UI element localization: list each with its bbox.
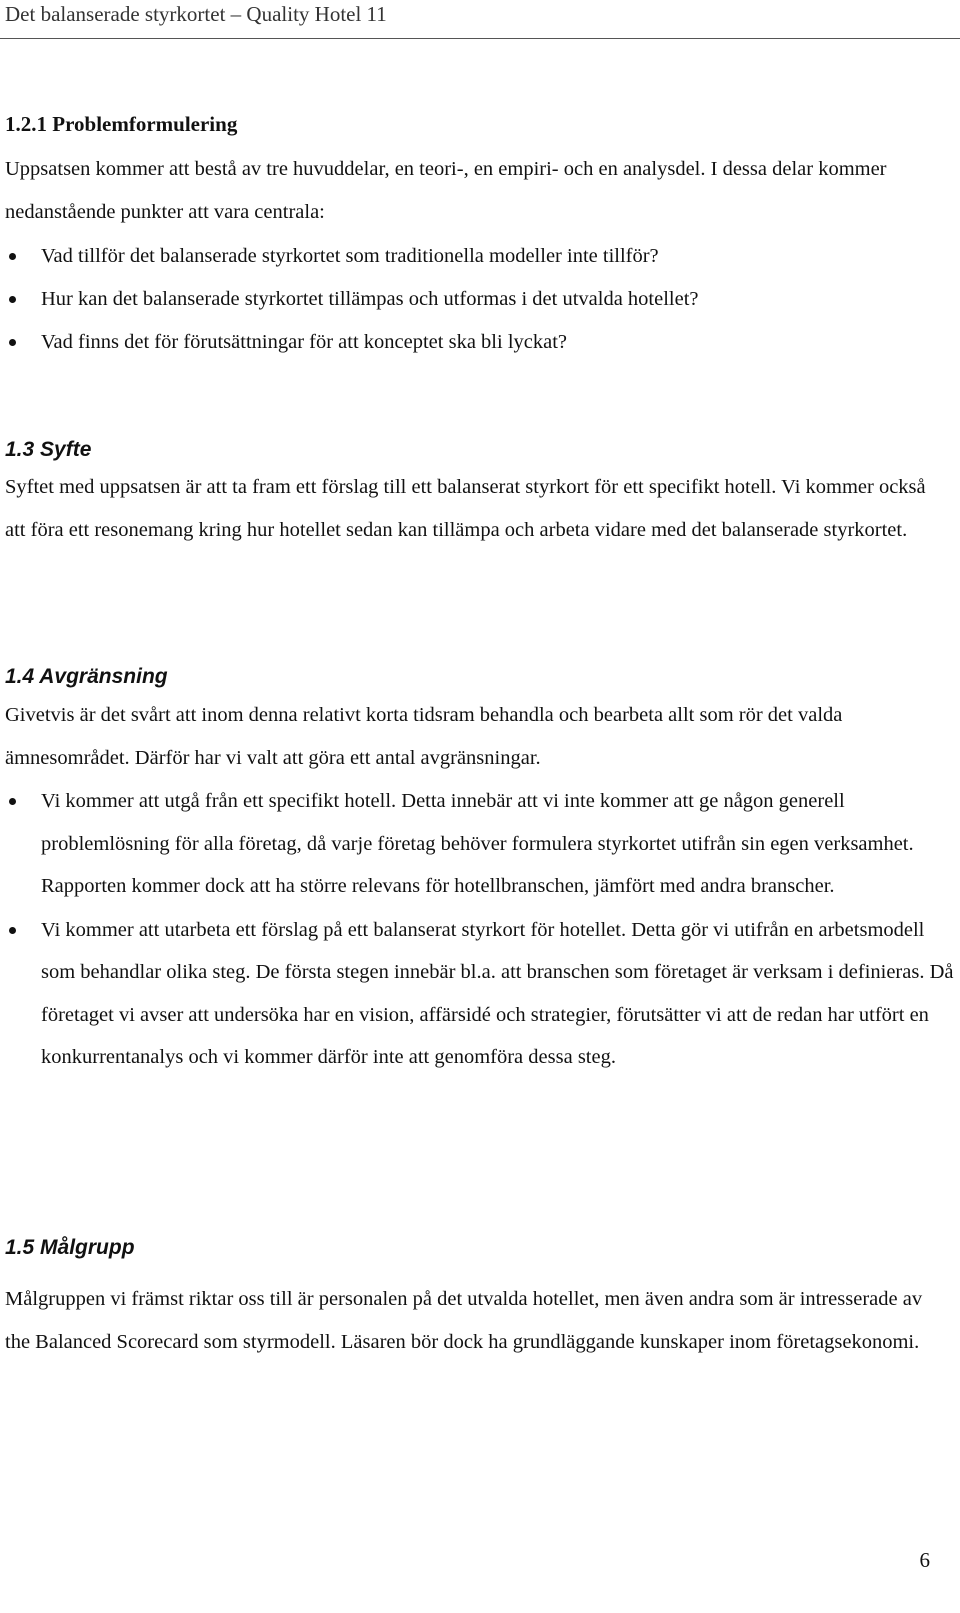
section-heading-syfte: 1.3 Syfte (5, 438, 92, 461)
header-divider (0, 38, 960, 39)
paragraph-avgransning: Givetvis är det svårt att inom denna relativt korta tidsram behandla och bearbeta allt som rör det valda ämnesområdet. Därför har vi valt att göra ett antal avgränsningar. (5, 704, 843, 769)
bullet-list-avgransningar (0, 780, 955, 1079)
bullet-icon (9, 339, 16, 346)
list-item: Vad finns det för förutsättningar för att konceptet ska bli lyckat? (0, 321, 955, 364)
bullet-icon (9, 798, 16, 805)
running-header: Det balanserade styrkortet – Quality Hotel 11 (5, 2, 387, 26)
paragraph-syfte: Syftet med uppsatsen är att ta fram ett förslag till ett balanserat styrkort för ett specifikt hotell. Vi kommer också att föra ett resonemang kring hur hotellet sedan kan tillämpa och arbeta vidare med det balanserade styrkortet. (5, 476, 926, 541)
section-heading-problemformulering: 1.2.1 Problemformulering (5, 112, 238, 136)
page-number: 6 (919, 1548, 930, 1572)
list-item: Hur kan det balanserade styrkortet tillämpas och utformas i det utvalda hotellet? (0, 278, 955, 321)
paragraph-malgrupp: Målgruppen vi främst riktar oss till är personalen på det utvalda hotellet, men även andra som är intresserade av the Balanced Scorecard som styrmodell. Läsaren bör dock ha grundläggande kunskaper inom företagsekonomi. (5, 1288, 923, 1353)
bullet-icon (9, 296, 16, 303)
bullet-icon (9, 927, 16, 934)
list-item: Vi kommer att utgå från ett specifikt hotell. Detta innebär att vi inte kommer att ge någon generell problemlösning för alla företag, då varje företag behöver formulera styrkortet utifrån sin egen verksamhet. Rapporten kommer dock att ha större relevans för hotellbranschen, jämfört med andra branscher. (0, 780, 955, 908)
bullet-list-questions (0, 235, 955, 364)
list-item: Vad tillför det balanserade styrkortet som traditionella modeller inte tillför? (0, 235, 955, 278)
section-heading-avgransning: 1.4 Avgränsning (5, 665, 168, 688)
list-item: Vi kommer att utarbeta ett förslag på ett balanserat styrkort för hotellet. Detta gör vi utifrån en arbetsmodell som behandlar olika steg. De första stegen innebär bl.a. att branschen som företaget är verksam i definieras. Då företaget vi avser att undersöka har en vision, affärsidé och strategier, förutsätter vi att de redan har utfört en konkurrentanalys och vi kommer därför inte att genomföra dessa steg. (0, 909, 955, 1079)
bullet-icon (9, 253, 16, 260)
paragraph-problemformulering: Uppsatsen kommer att bestå av tre huvuddelar, en teori-, en empiri- och en analysdel. I dessa delar kommer nedanstående punkter att vara centrala: (5, 158, 887, 223)
section-heading-malgrupp: 1.5 Målgrupp (5, 1236, 135, 1259)
